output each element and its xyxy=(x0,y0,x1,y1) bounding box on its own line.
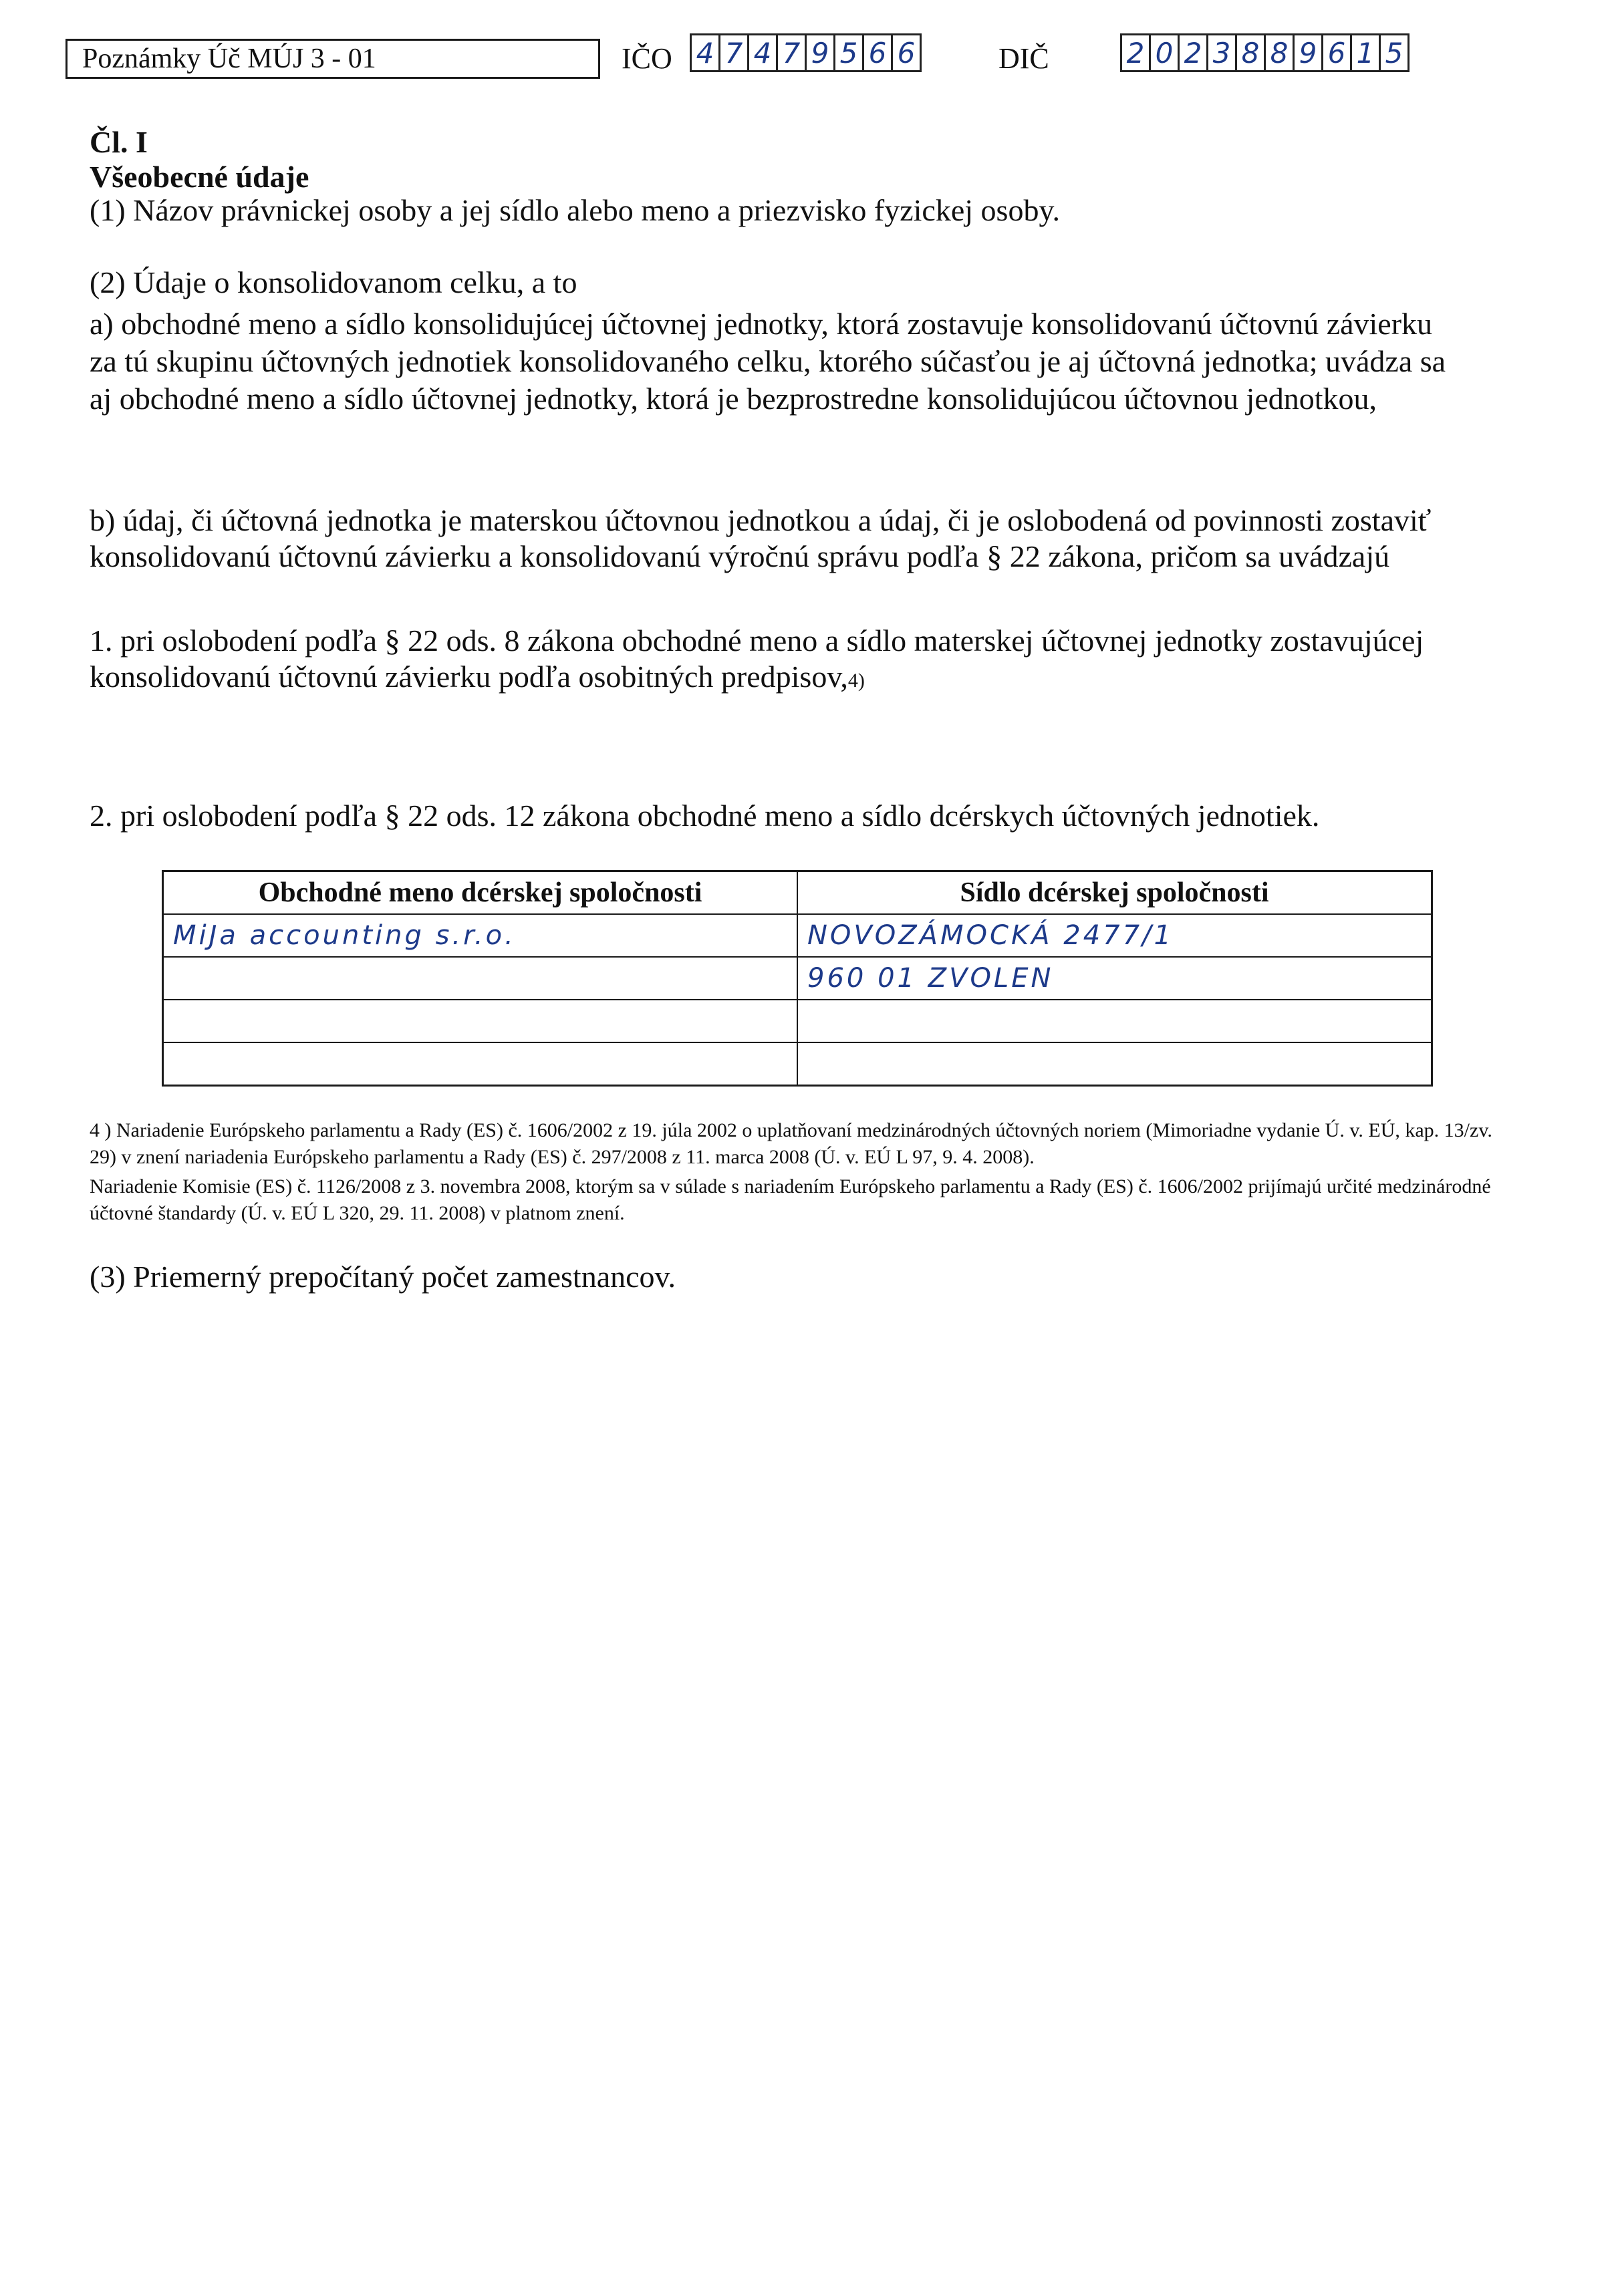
company-seat-cell[interactable]: 960 01 ZVOLEN xyxy=(797,957,1432,1000)
table-row xyxy=(163,1000,1432,1042)
ico-digit[interactable]: 9 xyxy=(805,33,835,72)
dic-digit[interactable]: 5 xyxy=(1379,33,1410,72)
company-name-cell[interactable]: MiJa accounting s.r.o. xyxy=(163,914,798,957)
dic-label: DIČ xyxy=(998,42,1049,75)
dic-digit[interactable]: 3 xyxy=(1206,33,1237,72)
ico-digit[interactable]: 6 xyxy=(862,33,893,72)
column-header-name: Obchodné meno dcérskej spoločnosti xyxy=(163,871,798,915)
company-name-cell[interactable] xyxy=(163,1000,798,1042)
ico-digit[interactable]: 5 xyxy=(833,33,864,72)
paragraph-2b-line: b) údaj, či účtovná jednotka je materskou účtovnou jednotkou a údaj, či je oslobodená od povinnosti zostaviť xyxy=(90,503,1432,537)
item-1-text: konsolidovanú účtovnú závierku podľa osobitných predpisov, xyxy=(90,660,848,694)
paragraph-1: (1) Názov právnickej osoby a jej sídlo alebo meno a priezvisko fyzickej osoby. xyxy=(90,193,1060,227)
footnote-reference: 4) xyxy=(847,670,865,692)
company-seat-cell[interactable]: NOVOZÁMOCKÁ 2477/1 xyxy=(797,914,1432,957)
paragraph-2a-line: aj obchodné meno a sídlo účtovnej jednotky, ktorá je bezprostredne konsolidujúcou účtovnou jednotkou, xyxy=(90,382,1377,416)
paragraph-2-intro: (2) Údaje o konsolidovanom celku, a to xyxy=(90,265,577,299)
ico-digit[interactable]: 4 xyxy=(747,33,778,72)
column-header-seat: Sídlo dcérskej spoločnosti xyxy=(797,871,1432,915)
dic-digit[interactable]: 2 xyxy=(1178,33,1208,72)
table-header-row xyxy=(163,871,1432,915)
dic-digit[interactable]: 0 xyxy=(1149,33,1180,72)
company-seat-cell[interactable] xyxy=(797,1000,1432,1042)
ico-digit[interactable]: 7 xyxy=(776,33,807,72)
table-row xyxy=(163,957,1432,1000)
dic-digit-row xyxy=(1120,33,1410,72)
footnote-2: Nariadenie Komisie (ES) č. 1126/2008 z 3. novembra 2008, ktorým sa v súlade s nariadením Európskeho parlamentu a Rady (ES) č. 1606/2002 prijímajú určité medzinárodné účtovné štandardy (Ú. v. EÚ L 320, 29. 11. 2008) v platnom znení. xyxy=(90,1175,1491,1224)
item-2: 2. pri oslobodení podľa § 22 ods. 12 zákona obchodné meno a sídlo dcérskych účtovných jednotiek. xyxy=(90,799,1320,833)
company-name-cell[interactable] xyxy=(163,1042,798,1086)
table-row xyxy=(163,1042,1432,1086)
ico-digit[interactable]: 6 xyxy=(891,33,922,72)
ico-digit-row xyxy=(690,33,922,72)
daughter-companies-table xyxy=(162,870,1433,1087)
dic-digit[interactable]: 8 xyxy=(1264,33,1295,72)
dic-digit[interactable]: 8 xyxy=(1235,33,1266,72)
paragraph-3: (3) Priemerný prepočítaný počet zamestnancov. xyxy=(90,1260,676,1294)
item-1-line: 1. pri oslobodení podľa § 22 ods. 8 zákona obchodné meno a sídlo materskej účtovnej jednotky zostavujúcej xyxy=(90,623,1424,658)
footnote-1: 4 ) Nariadenie Európskeho parlamentu a Rady (ES) č. 1606/2002 z 19. júla 2002 o uplatňovaní medzinárodných účtovných noriem (Mimoriadne vydanie Ú. v. EÚ, kap. 13/zv. 29) v znení nariadenia Európskeho parlamentu a Rady (ES) č. 297/2008 z 11. marca 2008 (Ú. v. EÚ L 97, 9. 4. 2008). xyxy=(90,1119,1492,1168)
form-code: Poznámky Úč MÚJ 3 - 01 xyxy=(65,39,600,79)
section-title: Všeobecné údaje xyxy=(90,160,309,194)
dic-digit[interactable]: 1 xyxy=(1350,33,1381,72)
paragraph-2b-line: konsolidovanú účtovnú závierku a konsolidovanú výročnú správu podľa § 22 zákona, pričom sa uvádzajú xyxy=(90,539,1390,573)
item-1-line-2 xyxy=(90,658,865,700)
paragraph-2a-line: za tú skupinu účtovných jednotiek konsolidovaného celku, ktorého súčasťou je aj účtovná jednotka; uvádza sa xyxy=(90,344,1446,378)
ico-digit[interactable]: 7 xyxy=(718,33,749,72)
dic-digit[interactable]: 6 xyxy=(1321,33,1352,72)
paragraph-2a-line: a) obchodné meno a sídlo konsolidujúcej účtovnej jednotky, ktorá zostavuje konsolidovanú účtovnú závierku xyxy=(90,307,1433,341)
section-number: Čl. I xyxy=(90,125,148,159)
company-seat-cell[interactable] xyxy=(797,1042,1432,1086)
dic-digit[interactable]: 2 xyxy=(1120,33,1151,72)
dic-digit[interactable]: 9 xyxy=(1293,33,1323,72)
table-row xyxy=(163,914,1432,957)
company-name-cell[interactable] xyxy=(163,957,798,1000)
ico-digit[interactable]: 4 xyxy=(690,33,720,72)
ico-label: IČO xyxy=(622,42,672,75)
